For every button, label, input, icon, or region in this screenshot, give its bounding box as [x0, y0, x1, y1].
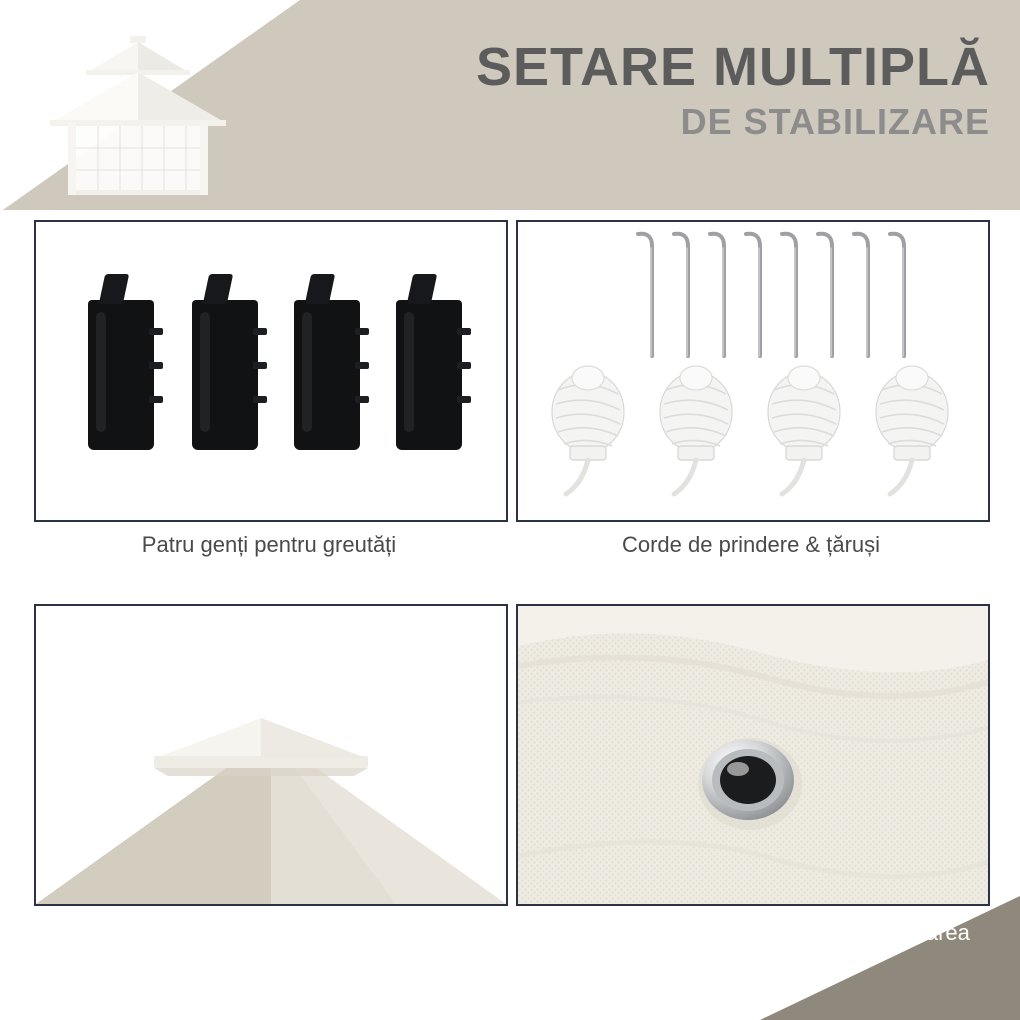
- weight-bag-strap: [457, 328, 471, 335]
- weight-bag-highlight: [200, 312, 210, 432]
- weight-bag-strap: [149, 362, 163, 369]
- weight-bag: [294, 300, 360, 450]
- double-roof-image: [36, 606, 506, 904]
- caption-weight-bags: Patru genți pentru greutăți: [141, 532, 397, 557]
- weight-bag: [88, 300, 154, 450]
- weight-bag-neck: [407, 274, 437, 304]
- title-line-secondary: DE STABILIZARE: [680, 101, 990, 142]
- title-line-primary: SETARE MULTIPLĂ: [476, 37, 990, 97]
- weight-bag-strap: [253, 362, 267, 369]
- weight-bag-strap: [253, 328, 267, 335]
- weight-bag-strap: [253, 396, 267, 403]
- gazebo-illustration: [38, 30, 238, 195]
- weight-bag-strap: [355, 362, 369, 369]
- weight-bag-strap: [355, 396, 369, 403]
- drainage-hole-image: [518, 606, 988, 904]
- weight-bag-strap: [457, 362, 471, 369]
- weight-bag-neck: [305, 274, 335, 304]
- weight-bag-highlight: [302, 312, 312, 432]
- caption-drainage-holes: Găuri de drenaj pentru a preveni acumularea apei: [532, 920, 970, 975]
- weight-bag: [396, 300, 462, 450]
- card-ropes-stakes: [516, 220, 990, 522]
- caption-ropes-stakes: Corde de prindere & țăruși: [621, 532, 881, 557]
- weight-bag-highlight: [404, 312, 414, 432]
- card-double-roof: [34, 604, 508, 906]
- weight-bag-strap: [149, 328, 163, 335]
- ropes-stakes-image: [518, 222, 988, 520]
- weight-bag-neck: [99, 274, 129, 304]
- weight-bag: [192, 300, 258, 450]
- caption-double-roof: Acoperiș dublu pentru o circulație excelentă a aerului: [47, 920, 491, 975]
- poster-title: [350, 37, 990, 143]
- weight-bag-strap: [149, 396, 163, 403]
- weight-bags-image: [36, 222, 506, 520]
- card-weight-bags: [34, 220, 508, 522]
- weight-bag-highlight: [96, 312, 106, 432]
- weight-bag-neck: [203, 274, 233, 304]
- card-drainage-holes: [516, 604, 990, 906]
- weight-bag-strap: [457, 396, 471, 403]
- weight-bag-strap: [355, 328, 369, 335]
